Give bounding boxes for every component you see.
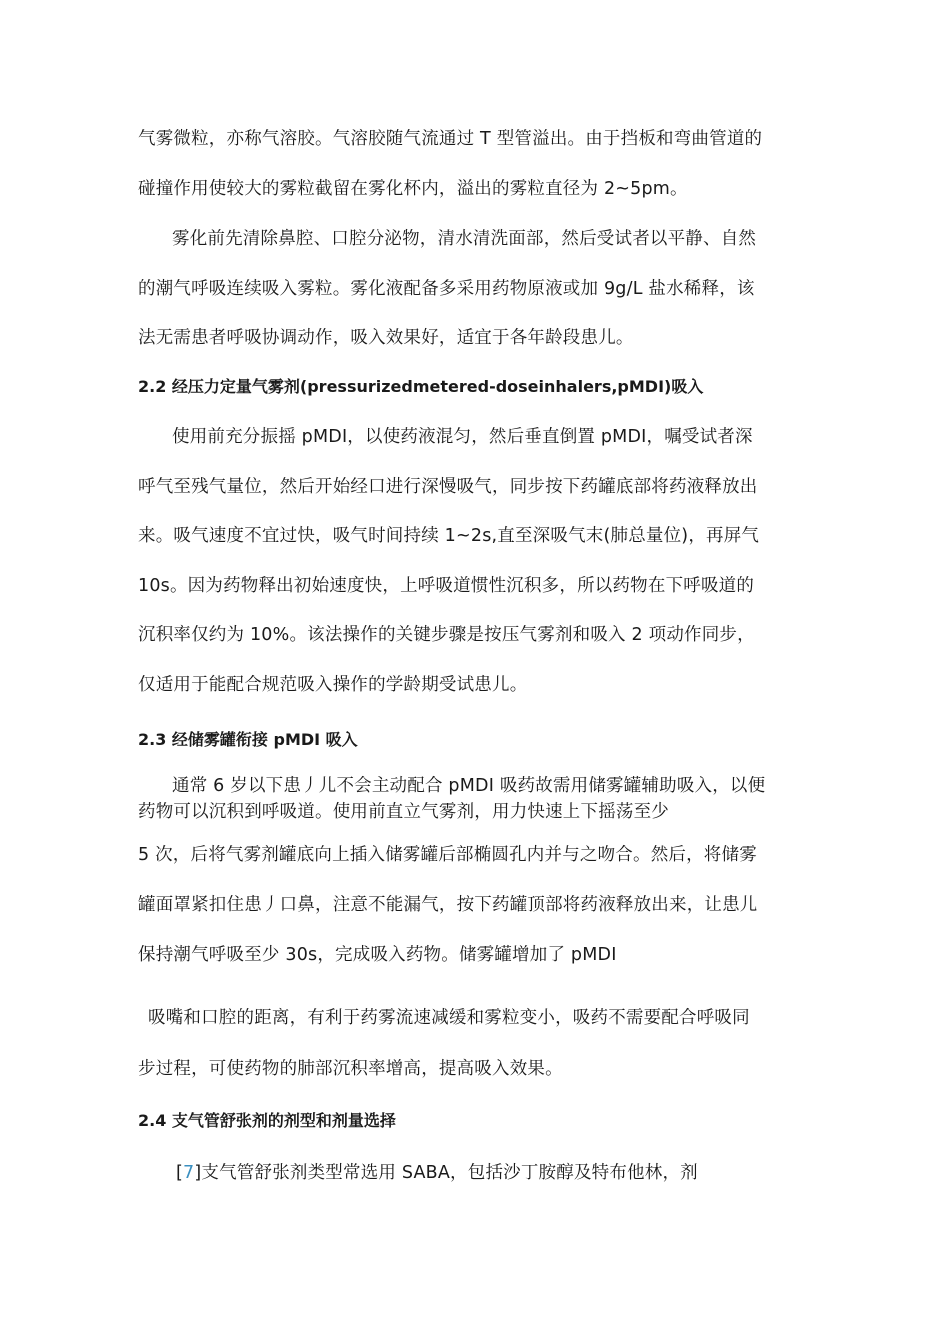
paragraph-line: 呼气至残气量位，然后开始经口进行深慢吸气，同步按下药罐底部将药液释放出: [138, 477, 758, 497]
paragraph-line: 沉积率仅约为 10%。该法操作的关键步骤是按压气雾剂和吸入 2 项动作同步，: [138, 625, 755, 645]
citation-bracket-close: ]: [194, 1163, 202, 1183]
paragraph-line: 保持潮气呼吸至少 30s，完成吸入药物。储雾罐增加了 pMDI: [138, 945, 617, 965]
paragraph-line: 步过程，可使药物的肺部沉积率增高，提高吸入效果。: [138, 1059, 563, 1079]
citation-link[interactable]: 7: [183, 1163, 195, 1183]
paragraph-line: 10s。因为药物释出初始速度快，上呼吸道惯性沉积多，所以药物在下呼吸道的: [138, 576, 755, 596]
paragraph-line: 吸嘴和口腔的距离，有利于药雾流速减缓和雾粒变小，吸药不需要配合呼吸同: [148, 1008, 750, 1028]
paragraph-line: 仅适用于能配合规范吸入操作的学龄期受试患儿。: [138, 675, 528, 695]
paragraph-line: 通常 6 岁以下患丿儿不会主动配合 pMDI 吸药故需用储雾罐辅助吸入，以便: [172, 776, 766, 796]
paragraph-line-with-citation: [176, 1161, 698, 1185]
paragraph-line: 药物可以沉积到呼吸道。使用前直立气雾剂，用力快速上下摇荡至少: [138, 802, 669, 822]
paragraph-line: 5 次，后将气雾剂罐底向上插入储雾罐后部椭圆孔内并与之吻合。然后，将储雾: [138, 845, 757, 865]
paragraph-line: 雾化前先清除鼻腔、口腔分泌物，清水清洗面部，然后受试者以平静、自然: [172, 229, 757, 249]
paragraph-line: 使用前充分振摇 pMDI，以使药液混匀，然后垂直倒置 pMDI，嘱受试者深: [172, 427, 753, 447]
section-heading-2-2: 2.2 经压力定量气雾剂(pressurizedmetered-doseinhalers,pMDI)吸入: [138, 377, 704, 396]
paragraph-line: 来。吸气速度不宜过快，吸气时间持续 1~2s,直至深吸气末(肺总量位)，再屏气: [138, 526, 760, 546]
section-heading-2-4: 2.4 支气管舒张剂的剂型和剂量选择: [138, 1111, 396, 1130]
paragraph-line: 的潮气呼吸连续吸入雾粒。雾化液配备多采用药物原液或加 9g/L 盐水稀释，该: [138, 279, 755, 299]
paragraph-line: 气雾微粒，亦称气溶胶。气溶胶随气流通过 T 型管溢出。由于挡板和弯曲管道的: [138, 129, 763, 149]
paragraph-line: 法无需患者呼吸协调动作，吸入效果好，适宜于各年龄段患儿。: [138, 328, 634, 348]
section-heading-2-3: 2.3 经储雾罐衔接 pMDI 吸入: [138, 730, 358, 749]
paragraph-line: 罐面罩紧扣住患丿口鼻，注意不能漏气，按下药罐顶部将药液释放出来，让患儿: [138, 895, 758, 915]
paragraph-line: 碰撞作用使较大的雾粒截留在雾化杯内，溢出的雾粒直径为 2~5pm。: [138, 179, 688, 199]
citation-bracket-open: [: [176, 1163, 184, 1183]
paragraph-text: 支气管舒张剂类型常选用 SABA，包括沙丁胺醇及特布他林，剂: [201, 1163, 698, 1183]
